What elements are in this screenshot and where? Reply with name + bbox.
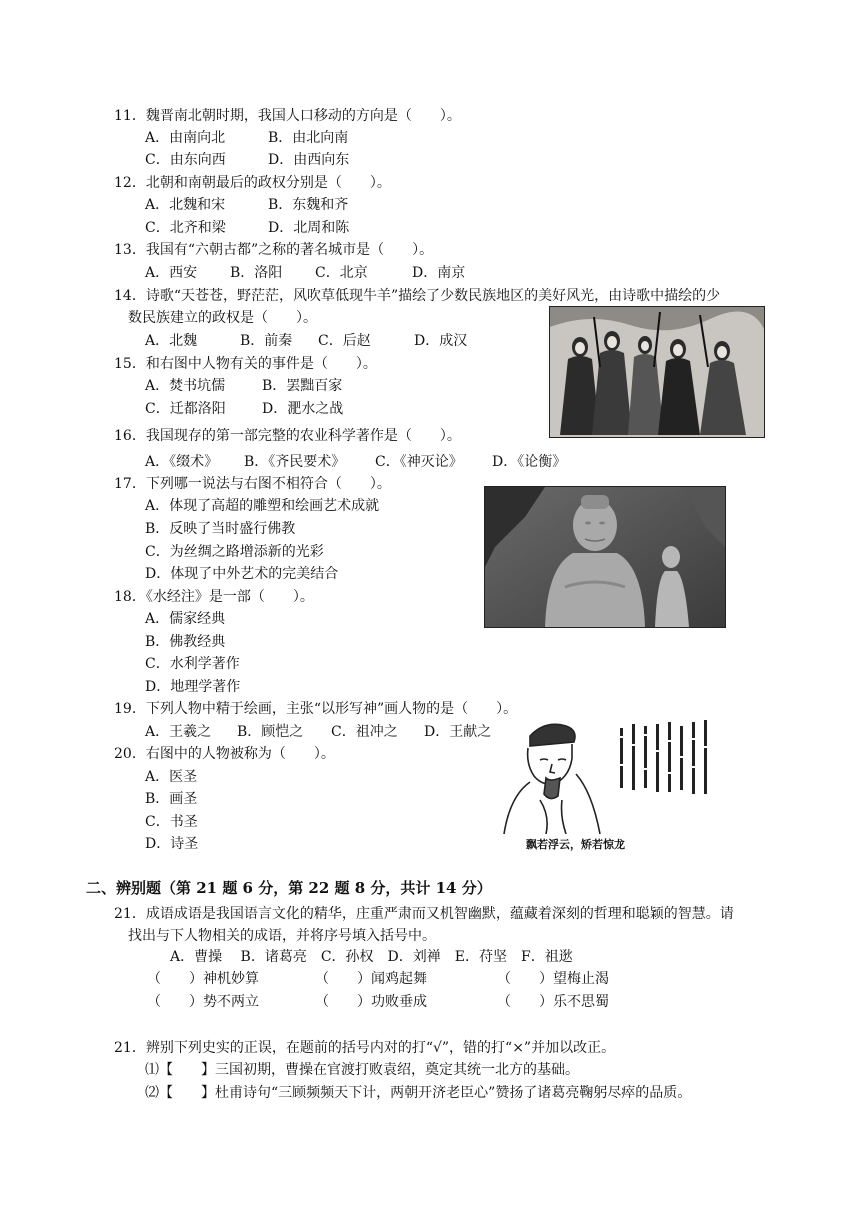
- q18-stem: 18．《水经注》是一部（ ）。: [114, 589, 314, 605]
- q21b-statement-2[interactable]: ⑵【 】杜甫诗句“三顾频频天下计，两朝开济老臣心”赞扬了诸葛亮鞠躬尽瘁的品质。: [145, 1085, 692, 1101]
- q18-option-a: A．儒家经典: [145, 611, 226, 627]
- q14-stem-line2: 数民族建立的政权是（ ）。: [128, 310, 317, 326]
- q12-option-c: C．北齐和梁: [145, 220, 226, 236]
- q14-option-b: B．前秦: [240, 333, 293, 349]
- q21a-idiom-2[interactable]: （ ）闻鸡起舞: [315, 971, 427, 987]
- q18-option-d: D．地理学著作: [145, 679, 241, 695]
- q13-option-b: B．洛阳: [230, 265, 283, 281]
- q21a-idiom-5[interactable]: （ ）功败垂成: [315, 994, 427, 1010]
- q21a-idiom-1[interactable]: （ ）神机妙算: [147, 971, 259, 987]
- q20-stem: 20．右图中的人物被称为（ ）。: [114, 746, 335, 762]
- q20-option-a: A．医圣: [145, 769, 198, 785]
- q14-option-d: D．成汉: [414, 333, 468, 349]
- wang-xizhi-portrait-image: [500, 716, 722, 834]
- buddha-statue-image: [484, 486, 726, 628]
- q16-option-c: C．《神灭论》: [375, 454, 463, 470]
- q11-option-a: A．由南向北: [145, 130, 226, 146]
- q20-option-b: B．画圣: [145, 791, 198, 807]
- q21a-stem-line2: 找出与下人物相关的成语，并将序号填入括号中。: [128, 928, 436, 944]
- q12-option-d: D．北周和陈: [268, 220, 350, 236]
- mural-figures-image: [549, 306, 765, 438]
- q15-option-d: D．淝水之战: [262, 401, 344, 417]
- q19-option-c: C．祖冲之: [331, 724, 398, 740]
- q20-option-c: C．书圣: [145, 814, 198, 830]
- q18-option-c: C．水利学著作: [145, 656, 240, 672]
- q21a-idiom-4[interactable]: （ ）势不两立: [147, 994, 259, 1010]
- q15-stem: 15．和右图中人物有关的事件是（ ）。: [114, 356, 377, 372]
- q21b-statement-1[interactable]: ⑴【 】三国初期，曹操在官渡打败袁绍，奠定其统一北方的基础。: [145, 1062, 579, 1078]
- q21a-idiom-3[interactable]: （ ）望梅止渴: [497, 971, 609, 987]
- q16-option-a: A．《缀术》: [145, 454, 219, 470]
- q21a-people-list: A．曹操 B．诸葛亮 C．孙权 D．刘禅 E．苻坚 F．祖逖: [170, 949, 573, 965]
- q15-option-a: A．焚书坑儒: [145, 378, 226, 394]
- q11-stem: 11．魏晋南北朝时期，我国人口移动的方向是（ ）。: [114, 108, 461, 124]
- q12-stem: 12．北朝和南朝最后的政权分别是（ ）。: [114, 175, 391, 191]
- calligraphy-caption: 飘若浮云，矫若惊龙: [526, 838, 625, 851]
- q19-stem: 19．下列人物中精于绘画，主张“以形写神”画人物的是（ ）。: [114, 701, 518, 717]
- q14-stem-line1: 14．诗歌“天苍苍，野茫茫，风吹草低现牛羊”描绘了少数民族地区的美好风光，由诗歌中描绘的少: [114, 288, 721, 304]
- q21a-stem-line1: 21．成语成语是我国语言文化的精华，庄重严肃而又机智幽默，蕴藏着深刻的哲理和聪颖的智慧。请: [114, 906, 734, 922]
- q12-option-a: A．北魏和宋: [145, 197, 226, 213]
- q15-option-b: B．罢黜百家: [262, 378, 343, 394]
- q11-option-b: B．由北向南: [268, 130, 349, 146]
- q19-option-d: D．王献之: [424, 724, 492, 740]
- q19-option-b: B．顾恺之: [237, 724, 304, 740]
- q13-option-a: A．西安: [145, 265, 198, 281]
- q16-option-d: D．《论衡》: [492, 454, 567, 470]
- q14-option-a: A．北魏: [145, 333, 198, 349]
- q14-option-c: C．后赵: [318, 333, 371, 349]
- q17-stem: 17．下列哪一说法与右图不相符合（ ）。: [114, 476, 391, 492]
- q17-option-d: D．体现了中外艺术的完美结合: [145, 566, 339, 582]
- q20-option-d: D．诗圣: [145, 836, 199, 852]
- q17-option-b: B．反映了当时盛行佛教: [145, 521, 296, 537]
- q19-option-a: A．王羲之: [145, 724, 212, 740]
- q16-option-b: B．《齐民要术》: [244, 454, 346, 470]
- q11-option-d: D．由西向东: [268, 152, 350, 168]
- q13-option-d: D．南京: [412, 265, 466, 281]
- q16-stem: 16．我国现存的第一部完整的农业科学著作是（ ）。: [114, 428, 461, 444]
- q11-option-c: C．由东向西: [145, 152, 226, 168]
- q13-stem: 13．我国有“六朝古都”之称的著名城市是（ ）。: [114, 242, 434, 258]
- q18-option-b: B．佛教经典: [145, 634, 226, 650]
- q13-option-c: C．北京: [315, 265, 368, 281]
- q17-option-c: C．为丝绸之路增添新的光彩: [145, 544, 324, 560]
- q12-option-b: B．东魏和齐: [268, 197, 349, 213]
- q21b-stem: 21．辨别下列史实的正误，在题前的括号内对的打“√”，错的打“×”并加以改正。: [114, 1040, 616, 1056]
- q21a-idiom-6[interactable]: （ ）乐不思蜀: [497, 994, 609, 1010]
- q15-option-c: C．迁都洛阳: [145, 401, 226, 417]
- section2-title: 二、辨别题（第 21 题 6 分，第 22 题 8 分，共计 14 分）: [86, 879, 492, 897]
- q17-option-a: A．体现了高超的雕塑和绘画艺术成就: [145, 498, 380, 514]
